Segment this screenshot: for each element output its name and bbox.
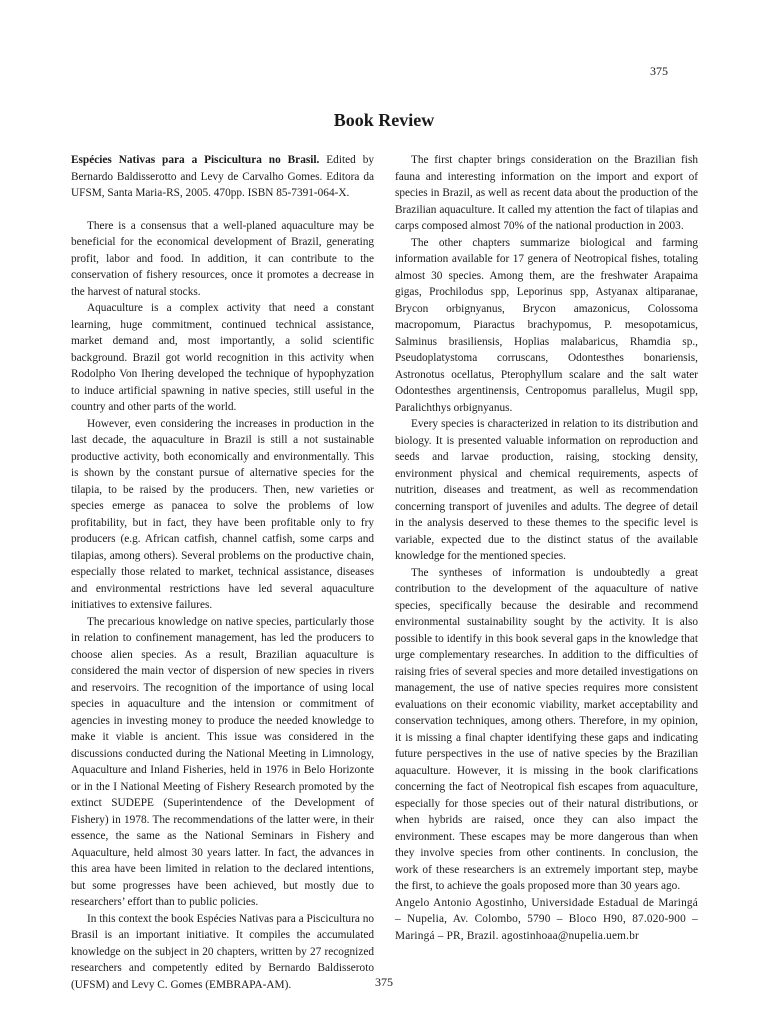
left-paragraph-3: However, even considering the increases in production in the last decade, the aquaculture in Brazil is still a not sustainable productive activity, both economically and environmentally. This is shown by the constant pursue of alternative species for the tilapia, to be raised by the producers. Then, new varieties or species emerge as panacea to solve the problems of low profitability, but in fact, they have been profitable only to fry producers (e.g. African catfish, channel catfish, some carps and tilapias, among others). Several problems on the productive chain, especially those related to market, technical assistance, diseases and environmental restrictions have led several aquaculture initiatives to extensive failures. [71, 417, 374, 611]
right-paragraph-4: The syntheses of information is undoubtedly a great contribution to the development of the aquaculture of native species, specifically because the desirable and recommend environmental sustainability sought by the activity. It is also possible to identify in this book several gaps in the knowledge that urge complementary researches. In addition to the difficulties of raising fries of several species and more detailed investigations on management, the use of native species requires more consistent evaluations on their economic viability, market acceptability and conservation techniques, among others. Therefore, in my opinion, it is missing a final chapter identifying these gaps and indicating future perspectives in the use of native species by the Brazilian aquaculture. However, it is missing in the book clarifications concerning the fact of Neotropical fish escapes from aquaculture, especially for those species out of their natural distributions, or when hybrids are raised, once they can also impact the environment. These escapes may be more dangerous than when they involve species from other continents. In conclusion, the work of these researchers is an extremely important step, maybe the first, to achieve the goals proposed more than 30 years ago. [395, 566, 698, 892]
page-number-bottom: 375 [375, 975, 393, 989]
page-number-top: 375 [650, 64, 668, 78]
right-column [395, 152, 698, 944]
book-details: Edited by Bernardo Baldisserotto and Levy de Carvalho Gomes. Editora da UFSM, Santa Maria-RS, 2005. 470pp. ISBN 85-7391-064-X. [71, 154, 374, 199]
page-title: Book Review [333, 110, 435, 130]
left-paragraph-5: In this context the book Espécies Nativas para a Piscicultura no Brasil is an important initiative. It compiles the accumulated knowledge on the subject in 20 chapters, written by 27 recognized researchers and competently edited by Bernardo Baldisseroto (UFSM) and Levy C. Gomes (EMBRAPA-AM). [71, 912, 374, 991]
right-paragraph-2: The other chapters summarize biological and farming information available for 17 genera of Neotropical fishes, totaling almost 30 species. Among them, are the freshwater Arapaima gigas, Prochilodus spp, Leporinus spp, Astyanax altiparanae, Brycon orbignyanus, Brycon amazonicus, Colossoma macropomum, Piaractus brachypomus, P. mesopotamicus, Salminus brasiliensis, Hoplias malabaricus, Rhamdia sp., Pseudoplatystoma corruscans, Odontesthes bonariensis, Astronotus ocellatus, Pterophyllum scalare and the salt water Odontesthes argentinensis, Centropomus parallelus, Mugil spp, Paralichthys orbignyanus. [395, 236, 698, 414]
book-title: Espécies Nativas para a Piscicultura no Brasil. [71, 154, 320, 166]
book-citation [71, 152, 374, 202]
left-paragraph-2: Aquaculture is a complex activity that need a constant learning, huge commitment, continued technical assistance, market demand and, most importantly, a solid scientific background. Brazil got world recognition in this activity when Rodolpho Von Ihering developed the technique of hypophyzation to induce artificial spawning in native species, still useful in the country and other parts of the world. [71, 302, 374, 413]
left-column [71, 152, 374, 993]
left-paragraph-4: The precarious knowledge on native species, particularly those in relation to confinement management, has led the producers to choose alien species. As a result, Brazilian aquaculture is considered the main vector of dispersion of new species in rivers and reservoirs. The recognition of the importance of using local species in aquaculture and the intension or commitment of agencies in investing money to produce the needed knowledge to make it viable is ancient. This issue was considered in the discussions conducted during the National Meeting in Limnology, Aquaculture and Inland Fisheries, held in 1976 in Belo Horizonte or in the I National Meeting of Fishery Research promoted by the extinct SUDEPE (Superintendence of the Development of Fishery) in 1978. The recommendations of the latter were, in their essence, the same as the National Seminars in Fishery and Aquaculture, held almost 30 years latter. In fact, the advances in this area have been limited in relation to the declared intentions, but some progresses have been achieved, but mostly due to researchers’ effort than to public policies. [71, 615, 374, 908]
right-paragraph-3: Every species is characterized in relation to its distribution and biology. It is presented valuable information on reproduction and seeds and larvae production, raising, stocking density, environment physical and chemical requirements, aspects of nutrition, diseases and treatment, as well as recommendation concerning transport of juveniles and adults. The degree of detail in the analysis deserved to these themes to the specific level is variable, expected due to the distinct status of the available knowledge for the mentioned species. [395, 418, 698, 562]
right-paragraph-1: The first chapter brings consideration on the Brazilian fish fauna and interesting information on the import and export of species in Brazil, as well as recent data about the production of the Brazilian aquaculture. It called my attention the fact of tilapias and carps composed almost 70% of the national production in 2003. [395, 154, 698, 232]
left-paragraph-1: There is a consensus that a well-planed aquaculture may be beneficial for the economical development of Brazil, generating profit, labor and food. In addition, it can contribute to the conservation of fishery resources, once it promotes a decrease in the harvest of natural stocks. [71, 219, 374, 298]
reviewer-affiliation: Angelo Antonio Agostinho, Universidade Estadual de Maringá – Nupelia, Av. Colombo, 5790 – Bloco H90, 87.020-900 – Maringá – PR, Brazil. agostinhoaa@nupelia.uem.br [395, 896, 698, 942]
